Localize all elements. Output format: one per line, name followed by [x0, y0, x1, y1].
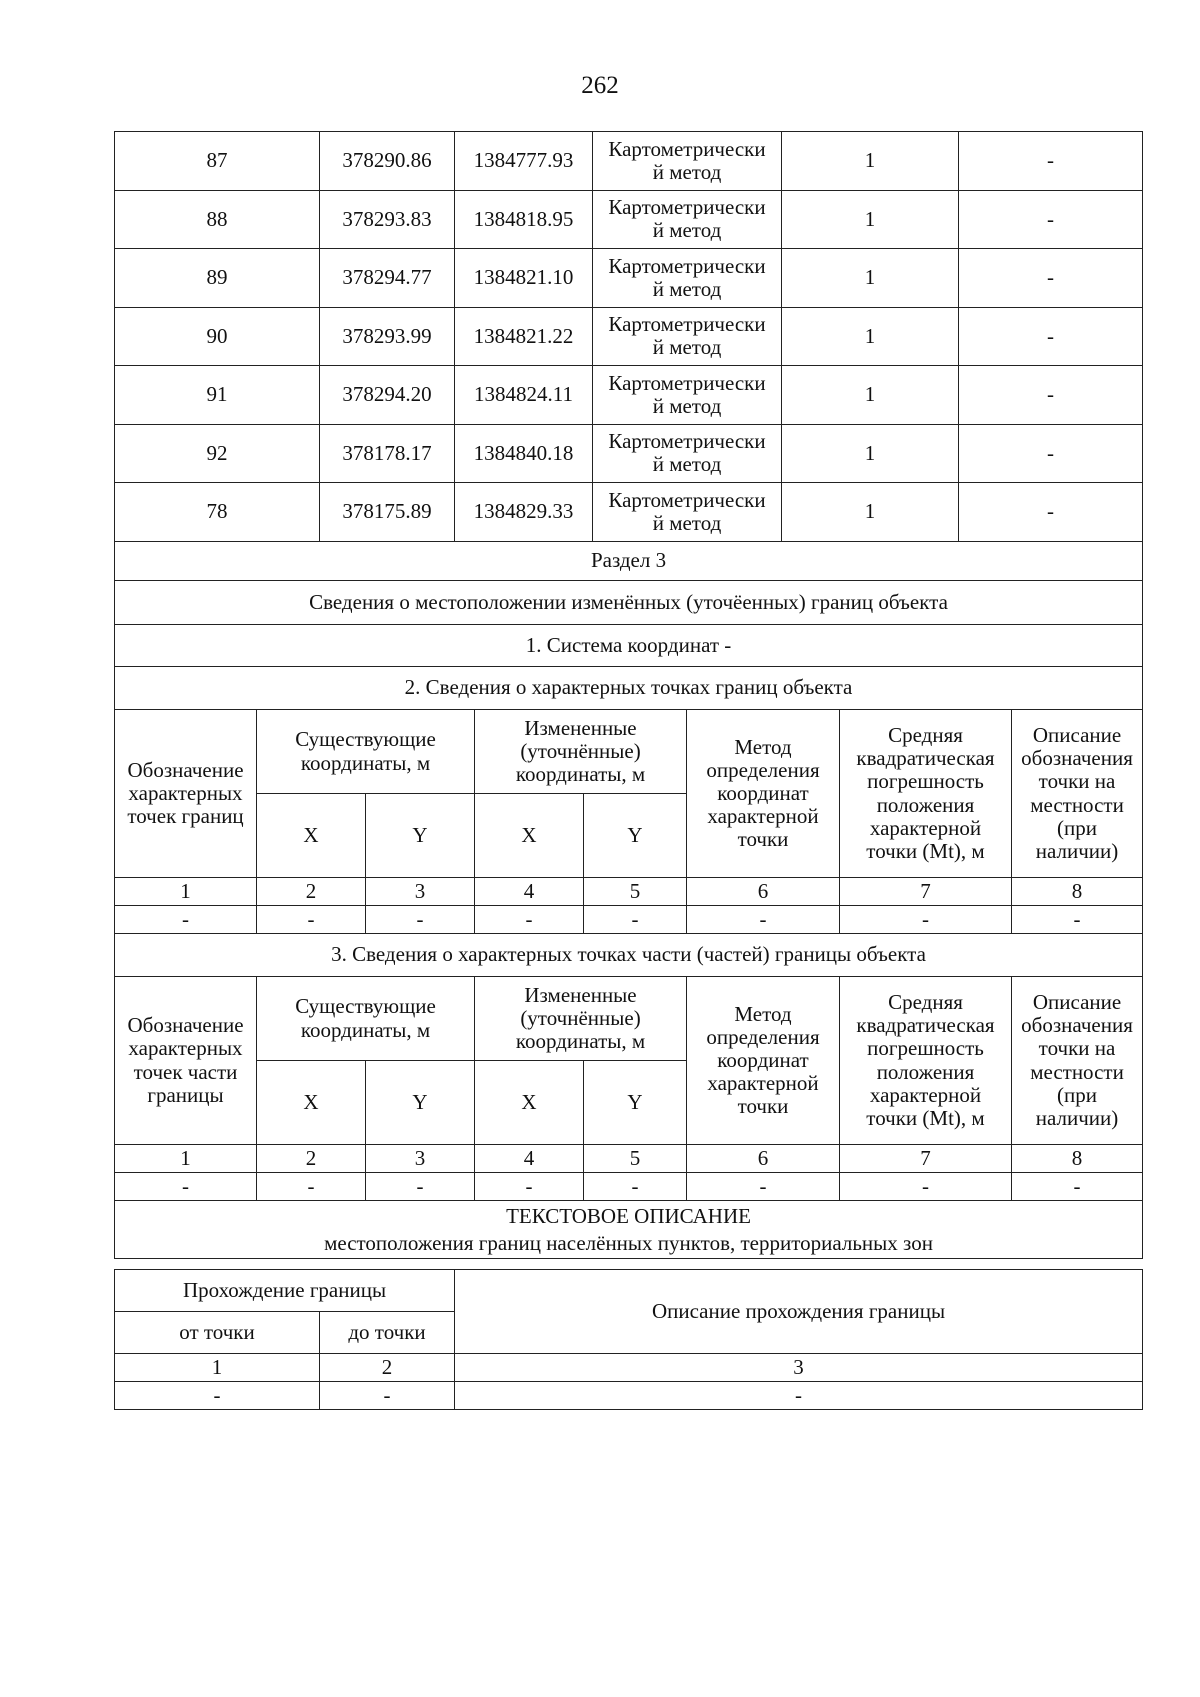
col-num: 3	[455, 1354, 1143, 1382]
designation-part-header: Обозначение характерных точек части границы	[115, 977, 257, 1145]
empty-cell: -	[584, 906, 687, 934]
point-number: 87	[115, 132, 320, 191]
section3-table	[114, 541, 1143, 1259]
col-num: 5	[584, 1145, 687, 1173]
point-number: 78	[115, 483, 320, 542]
coordinate-row	[115, 307, 1143, 366]
error-header: Средняя квадратическая погрешность положения характерной точки (Mt), м	[840, 977, 1012, 1145]
existing-x-header: X	[257, 794, 366, 878]
col-num: 8	[1012, 878, 1143, 906]
x-coordinate: 378294.77	[320, 249, 455, 308]
text-description-title	[115, 1201, 1143, 1259]
accuracy: 1	[782, 307, 959, 366]
coordinate-system: 1. Система координат -	[115, 625, 1143, 667]
accuracy: 1	[782, 249, 959, 308]
point-description: -	[959, 483, 1143, 542]
empty-cell: -	[1012, 906, 1143, 934]
y-coordinate: 1384777.93	[455, 132, 593, 191]
section-subtitle: Сведения о местоположении изменённых (уточёенных) границ объекта	[115, 581, 1143, 625]
changed-coords-header: Измененные (уточнённые) координаты, м	[475, 977, 687, 1061]
empty-cell: -	[455, 1382, 1143, 1410]
method-line: Картометрически	[608, 253, 766, 278]
point-description: -	[959, 249, 1143, 308]
part2-column-numbers	[115, 878, 1143, 906]
point-number: 92	[115, 424, 320, 483]
y-coordinate: 1384821.10	[455, 249, 593, 308]
y-coordinate: 1384829.33	[455, 483, 593, 542]
method-line: Картометрически	[608, 370, 766, 395]
col-num: 2	[320, 1354, 455, 1382]
existing-y-header: Y	[366, 1061, 475, 1145]
empty-cell: -	[115, 906, 257, 934]
empty-cell: -	[475, 1173, 584, 1201]
text-desc-empty-row	[115, 1382, 1143, 1410]
changed-y-header: Y	[584, 794, 687, 878]
point-description: -	[959, 190, 1143, 249]
method	[593, 307, 782, 366]
coordinate-row	[115, 132, 1143, 191]
x-coordinate: 378294.20	[320, 366, 455, 425]
changed-x-header: X	[475, 1061, 584, 1145]
changed-x-header: X	[475, 794, 584, 878]
method-line: й метод	[652, 510, 722, 535]
part2-title: 2. Сведения о характерных точках границ объекта	[115, 667, 1143, 710]
description-header: Описание обозначения точки на местности (при наличии)	[1012, 710, 1143, 878]
col-num: 4	[475, 878, 584, 906]
point-description: -	[959, 424, 1143, 483]
point-description: -	[959, 366, 1143, 425]
part3-empty-row	[115, 1173, 1143, 1201]
description-header: Описание обозначения точки на местности (при наличии)	[1012, 977, 1143, 1145]
col-num: 3	[366, 1145, 475, 1173]
text-desc-column-numbers	[115, 1354, 1143, 1382]
col-num: 1	[115, 878, 257, 906]
x-coordinate: 378178.17	[320, 424, 455, 483]
method	[593, 366, 782, 425]
method	[593, 483, 782, 542]
method-line: й метод	[652, 159, 722, 184]
empty-cell: -	[584, 1173, 687, 1201]
empty-cell: -	[475, 906, 584, 934]
point-number: 88	[115, 190, 320, 249]
changed-coords-header: Измененные (уточнённые) координаты, м	[475, 710, 687, 794]
text-description-heading: ТЕКСТОВОЕ ОПИСАНИЕ	[506, 1204, 751, 1229]
method-line: й метод	[652, 335, 722, 360]
point-number: 91	[115, 366, 320, 425]
existing-coords-header: Существующие координаты, м	[257, 710, 475, 794]
point-number: 90	[115, 307, 320, 366]
col-num: 8	[1012, 1145, 1143, 1173]
method-line: Картометрически	[608, 136, 766, 161]
text-description-subheading: местоположения границ населённых пунктов, территориальных зон	[324, 1230, 933, 1255]
empty-cell: -	[840, 906, 1012, 934]
method-header: Метод определения координат характерной точки	[687, 710, 840, 878]
method-line: й метод	[652, 276, 722, 301]
method	[593, 190, 782, 249]
coordinate-row	[115, 366, 1143, 425]
col-num: 1	[115, 1354, 320, 1382]
accuracy: 1	[782, 366, 959, 425]
empty-cell: -	[687, 906, 840, 934]
y-coordinate: 1384818.95	[455, 190, 593, 249]
point-number: 89	[115, 249, 320, 308]
method-header: Метод определения координат характерной точки	[687, 977, 840, 1145]
col-num: 4	[475, 1145, 584, 1173]
x-coordinate: 378290.86	[320, 132, 455, 191]
y-coordinate: 1384840.18	[455, 424, 593, 483]
method-line: Картометрически	[608, 429, 766, 454]
designation-header: Обозначение характерных точек границ	[115, 710, 257, 878]
coordinate-row	[115, 424, 1143, 483]
x-coordinate: 378175.89	[320, 483, 455, 542]
method-line: й метод	[652, 452, 722, 477]
method-line: й метод	[652, 218, 722, 243]
col-num: 5	[584, 878, 687, 906]
to-point-header: до точки	[320, 1312, 455, 1354]
col-num: 7	[840, 878, 1012, 906]
part2-empty-row	[115, 906, 1143, 934]
col-num: 2	[257, 1145, 366, 1173]
y-coordinate: 1384821.22	[455, 307, 593, 366]
x-coordinate: 378293.83	[320, 190, 455, 249]
col-num: 6	[687, 878, 840, 906]
coordinate-row	[115, 249, 1143, 308]
text-description-table	[114, 1269, 1143, 1410]
passage-header: Прохождение границы	[115, 1270, 455, 1312]
y-coordinate: 1384824.11	[455, 366, 593, 425]
page-number: 262	[581, 72, 619, 99]
accuracy: 1	[782, 132, 959, 191]
empty-cell: -	[687, 1173, 840, 1201]
col-num: 1	[115, 1145, 257, 1173]
x-coordinate: 378293.99	[320, 307, 455, 366]
part3-column-numbers	[115, 1145, 1143, 1173]
accuracy: 1	[782, 190, 959, 249]
existing-x-header: X	[257, 1061, 366, 1145]
existing-coords-header: Существующие координаты, м	[257, 977, 475, 1061]
method-line: й метод	[652, 393, 722, 418]
accuracy: 1	[782, 483, 959, 542]
empty-cell: -	[320, 1382, 455, 1410]
empty-cell: -	[115, 1173, 257, 1201]
empty-cell: -	[366, 906, 475, 934]
coordinate-row	[115, 483, 1143, 542]
point-description: -	[959, 307, 1143, 366]
coordinates-table	[114, 131, 1143, 542]
col-num: 6	[687, 1145, 840, 1173]
method	[593, 132, 782, 191]
method	[593, 249, 782, 308]
description-passage-header: Описание прохождения границы	[455, 1270, 1143, 1354]
changed-y-header: Y	[584, 1061, 687, 1145]
method	[593, 424, 782, 483]
empty-cell: -	[257, 1173, 366, 1201]
empty-cell: -	[1012, 1173, 1143, 1201]
section-title: Раздел 3	[115, 542, 1143, 581]
method-line: Картометрически	[608, 195, 766, 220]
empty-cell: -	[257, 906, 366, 934]
col-num: 2	[257, 878, 366, 906]
method-line: Картометрически	[608, 487, 766, 512]
empty-cell: -	[840, 1173, 1012, 1201]
part3-title: 3. Сведения о характерных точках части (частей) границы объекта	[115, 934, 1143, 977]
method-line: Картометрически	[608, 312, 766, 337]
col-num: 7	[840, 1145, 1012, 1173]
error-header: Средняя квадратическая погрешность положения характерной точки (Mt), м	[840, 710, 1012, 878]
empty-cell: -	[115, 1382, 320, 1410]
col-num: 3	[366, 878, 475, 906]
existing-y-header: Y	[366, 794, 475, 878]
from-point-header: от точки	[115, 1312, 320, 1354]
empty-cell: -	[366, 1173, 475, 1201]
point-description: -	[959, 132, 1143, 191]
coordinate-row	[115, 190, 1143, 249]
accuracy: 1	[782, 424, 959, 483]
